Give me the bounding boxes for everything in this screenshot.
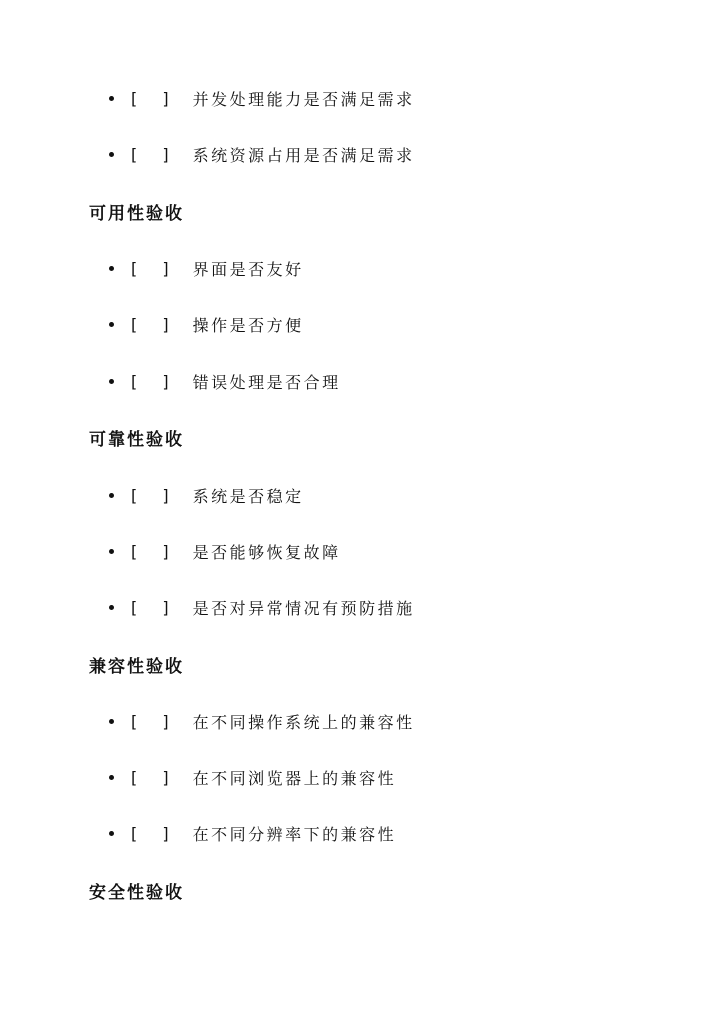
checklist-item — [107, 821, 396, 845]
bullet-dot — [109, 379, 114, 384]
checkbox-mark: [ ] — [131, 597, 179, 617]
bullet-dot — [109, 152, 114, 157]
checkbox-mark: [ ] — [131, 485, 179, 505]
checkbox-mark: [ ] — [131, 711, 179, 731]
bullet-dot — [109, 322, 114, 327]
checklist-item — [107, 709, 415, 733]
checkbox-mark: [ ] — [131, 371, 179, 391]
checkbox-mark: [ ] — [131, 767, 179, 787]
checklist-item — [107, 595, 415, 619]
checkbox-mark: [ ] — [131, 258, 179, 278]
checklist-item-text: 系统资源占用是否满足需求 — [192, 145, 415, 165]
section-heading-reliability: 可靠性验收 — [89, 429, 184, 450]
checklist-item-text: 操作是否方便 — [192, 315, 304, 335]
section-heading-usability: 可用性验收 — [89, 203, 184, 224]
checklist-item-text: 在不同浏览器上的兼容性 — [192, 768, 397, 788]
bullet-dot — [109, 831, 114, 836]
checklist-item — [107, 312, 304, 336]
checkbox-mark: [ ] — [131, 144, 179, 164]
bullet-dot — [109, 605, 114, 610]
checkbox-mark: [ ] — [131, 88, 179, 108]
checklist-item — [107, 86, 415, 110]
checkbox-mark: [ ] — [131, 823, 179, 843]
bullet-dot — [109, 96, 114, 101]
bullet-dot — [109, 775, 114, 780]
checklist-item — [107, 539, 341, 563]
checklist-item-text: 在不同操作系统上的兼容性 — [192, 712, 415, 732]
section-heading-compatibility: 兼容性验收 — [89, 656, 184, 677]
checklist-item-text: 系统是否稳定 — [192, 486, 304, 506]
checkbox-mark: [ ] — [131, 314, 179, 334]
section-heading-security: 安全性验收 — [89, 882, 184, 903]
checklist-item — [107, 765, 396, 789]
checklist-item-text: 错误处理是否合理 — [192, 372, 341, 392]
checklist-item — [107, 142, 415, 166]
checklist-item — [107, 369, 341, 393]
checklist-item-text: 是否能够恢复故障 — [192, 542, 341, 562]
checklist-item — [107, 483, 304, 507]
bullet-dot — [109, 719, 114, 724]
bullet-dot — [109, 493, 114, 498]
bullet-dot — [109, 549, 114, 554]
bullet-dot — [109, 266, 114, 271]
checklist-item-text: 是否对异常情况有预防措施 — [192, 598, 415, 618]
checklist-item-text: 在不同分辨率下的兼容性 — [192, 824, 397, 844]
checkbox-mark: [ ] — [131, 541, 179, 561]
checklist-item — [107, 256, 304, 280]
checklist-item-text: 界面是否友好 — [192, 259, 304, 279]
checklist-item-text: 并发处理能力是否满足需求 — [192, 89, 415, 109]
